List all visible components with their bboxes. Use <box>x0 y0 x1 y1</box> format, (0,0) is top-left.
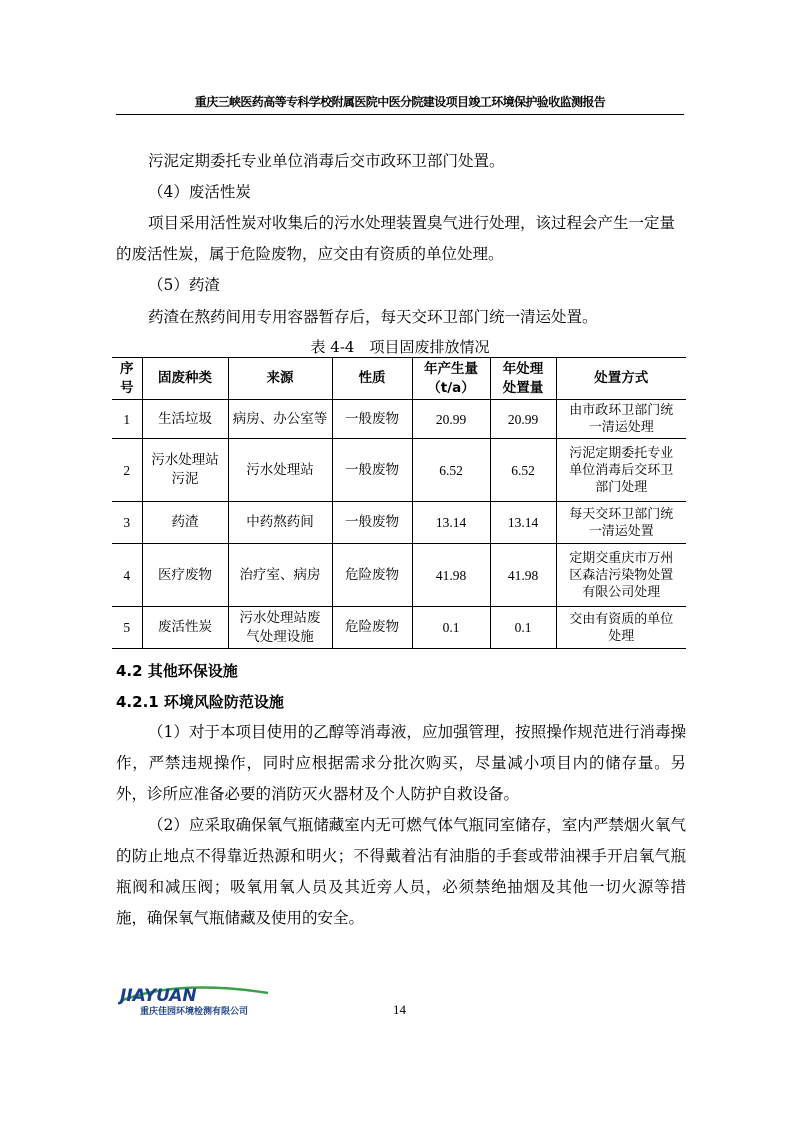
table-caption: 表 4-4 项目固废排放情况 <box>310 338 490 356</box>
cell-no: 2 <box>112 439 142 502</box>
cell-annual: 41.98 <box>412 544 490 607</box>
cell-method: 定期交重庆市万州 区森洁污染物处置 有限公司处理 <box>556 544 686 607</box>
col-header-method: 处置方式 <box>556 358 686 400</box>
cell-nature: 一般废物 <box>332 400 412 439</box>
col-header-type: 固废种类 <box>142 358 228 400</box>
cell-type: 医疗废物 <box>142 544 228 607</box>
section-heading-4-2-1: 4.2.1 环境风险防范设施 <box>116 693 284 711</box>
cell-no: 4 <box>112 544 142 607</box>
body-paragraph: （2）应采取确保氧气瓶储藏室内无可燃气体气瓶同室储存，室内严禁烟火氧气的防止地点不得靠近热源和明火；不得戴着沾有油脂的手套或带油裸手开启氧气瓶瓶阀和减压阀；吸氧用氧人员及其近旁人员，必须禁绝抽烟及其他一切火源等措施，确保氧气瓶储藏及使用的安全。 <box>116 816 686 927</box>
company-name: 重庆佳园环境检测有限公司 <box>140 1007 249 1017</box>
cell-nature: 危险废物 <box>332 607 412 649</box>
cell-treated: 6.52 <box>490 439 556 502</box>
table-row <box>112 439 686 502</box>
cell-no: 1 <box>112 400 142 439</box>
cell-nature: 一般废物 <box>332 439 412 502</box>
cell-treated: 13.14 <box>490 502 556 544</box>
body-paragraph: （1）对于本项目使用的乙醇等消毒液，应加强管理，按照操作规范进行消毒操作，严禁违规操作，同时应根据需求分批次购买，尽量减小项目内的储存量。另外，诊所应准备必要的消防灭火器材及个人防护自救设备。 <box>116 723 686 803</box>
paragraph: 项目采用活性炭对收集后的污水处理装置臭气进行处理，该过程会产生一定量 <box>148 214 676 232</box>
logo-wordmark: JIAYUAN <box>120 986 197 1005</box>
jiayuan-logo-icon <box>118 983 278 1005</box>
cell-treated: 20.99 <box>490 400 556 439</box>
table-row <box>112 607 686 649</box>
paragraph: 污泥定期委托专业单位消毒后交市政环卫部门处置。 <box>148 152 505 170</box>
cell-annual: 6.52 <box>412 439 490 502</box>
cell-annual: 20.99 <box>412 400 490 439</box>
cell-no: 5 <box>112 607 142 649</box>
cell-source: 治疗室、病房 <box>228 544 332 607</box>
cell-treated: 41.98 <box>490 544 556 607</box>
table-header-row <box>112 358 686 400</box>
subheading-herb-residue: （5）药渣 <box>148 276 220 294</box>
cell-nature: 危险废物 <box>332 544 412 607</box>
cell-type: 生活垃圾 <box>142 400 228 439</box>
col-header-nature: 性质 <box>332 358 412 400</box>
paragraph: 药渣在熬药间用专用容器暂存后，每天交环卫部门统一清运处置。 <box>148 308 598 326</box>
solid-waste-table <box>112 357 686 649</box>
cell-treated: 0.1 <box>490 607 556 649</box>
table-row <box>112 502 686 544</box>
cell-method: 由市政环卫部门统 一清运处理 <box>556 400 686 439</box>
paragraph: 的废活性炭，属于危险废物，应交由有资质的单位处理。 <box>116 245 504 263</box>
cell-nature: 一般废物 <box>332 502 412 544</box>
cell-method: 交由有资质的单位 处理 <box>556 607 686 649</box>
cell-source: 污水处理站 <box>228 439 332 502</box>
section-heading-4-2: 4.2 其他环保设施 <box>116 662 238 680</box>
cell-method: 每天交环卫部门统 一清运处置 <box>556 502 686 544</box>
cell-annual: 13.14 <box>412 502 490 544</box>
col-header-source: 来源 <box>228 358 332 400</box>
cell-method: 污泥定期委托专业 单位消毒后交环卫 部门处理 <box>556 439 686 502</box>
cell-type: 药渣 <box>142 502 228 544</box>
cell-type: 污水处理站 污泥 <box>142 439 228 502</box>
page-number: 14 <box>393 1002 406 1017</box>
page-header: 重庆三峡医药高等专科学校附属医院中医分院建设项目竣工环境保护验收监测报告 <box>116 93 684 115</box>
col-header-annual: 年产生量 （t/a） <box>412 358 490 400</box>
cell-no: 3 <box>112 502 142 544</box>
cell-annual: 0.1 <box>412 607 490 649</box>
cell-type: 废活性炭 <box>142 607 228 649</box>
cell-source: 中药熬药间 <box>228 502 332 544</box>
table-row <box>112 544 686 607</box>
subheading-waste-carbon: （4）废活性炭 <box>148 183 251 201</box>
col-header-treated: 年处理 处置量 <box>490 358 556 400</box>
cell-source: 病房、办公室等 <box>228 400 332 439</box>
col-header-no: 序 号 <box>112 358 142 400</box>
table-row <box>112 400 686 439</box>
cell-source: 污水处理站废 气处理设施 <box>228 607 332 649</box>
